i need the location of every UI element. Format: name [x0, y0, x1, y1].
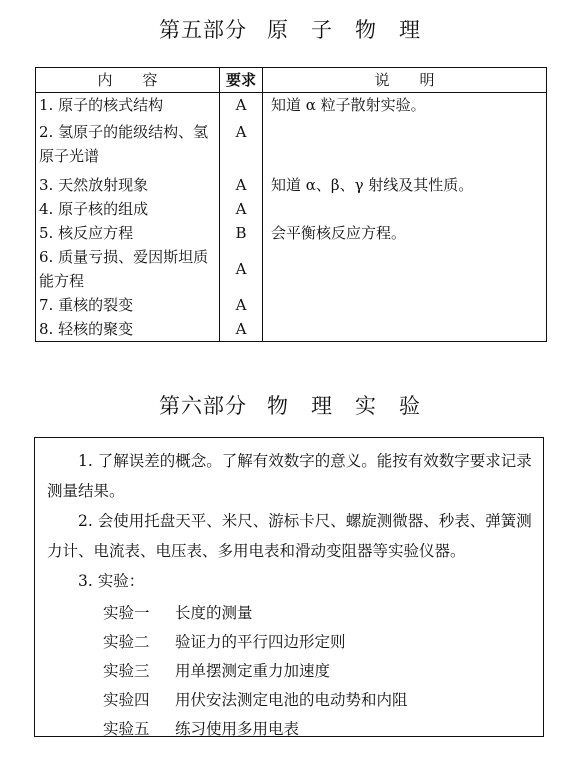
row-note [263, 245, 547, 293]
experiment-name: 练习使用多用电表 [175, 720, 300, 738]
row-note: 会平衡核反应方程。 [263, 221, 547, 245]
table-row [36, 197, 547, 221]
experiment-name: 用伏安法测定电池的电动势和内阻 [175, 691, 408, 709]
part6-title-name: 物 理 实 验 [267, 394, 421, 418]
experiment-item [103, 627, 346, 657]
table-row [36, 221, 547, 245]
row-content: 8. 轻核的聚变 [36, 317, 220, 342]
experiment-label: 实验一 [103, 604, 150, 622]
table-row [36, 93, 547, 118]
row-requirement: A [220, 245, 263, 293]
experiment-label: 实验三 [103, 662, 150, 680]
row-note [263, 317, 547, 342]
table-row [36, 293, 547, 317]
row-requirement: A [220, 317, 263, 342]
header-content: 内 容 [36, 68, 220, 93]
row-note [263, 197, 547, 221]
row-note [263, 117, 547, 171]
paragraph-instruments: 2. 会使用托盘天平、米尺、游标卡尺、螺旋测微器、秒表、弹簧测力计、电流表、电压表、多用电表和滑动变阻器等实验仪器。 [47, 512, 532, 560]
row-requirement: A [220, 197, 263, 221]
row-note: 知道 α、β、γ 射线及其性质。 [263, 171, 547, 197]
row-requirement: B [220, 221, 263, 245]
row-content: 5. 核反应方程 [36, 221, 220, 245]
experiment-item [103, 714, 299, 744]
row-content: 7. 重核的裂变 [36, 293, 220, 317]
part5-title-name: 原 子 物 理 [267, 18, 421, 42]
table-row [36, 317, 547, 342]
row-note: 知道 α 粒子散射实验。 [263, 93, 547, 118]
table-row [36, 171, 547, 197]
requirements-table [35, 67, 547, 342]
row-note [263, 293, 547, 317]
paragraph-errors: 1. 了解误差的概念。了解有效数字的意义。能按有效数字要求记录测量结果。 [47, 452, 532, 500]
experiment-label: 实验五 [103, 720, 150, 738]
part6-title-number: 第六部分 [159, 394, 247, 418]
experiment-requirements-box [34, 437, 544, 737]
experiment-name: 验证力的平行四边形定则 [175, 633, 346, 651]
experiment-label: 实验二 [103, 633, 150, 651]
row-content: 4. 原子核的组成 [36, 197, 220, 221]
row-content: 1. 原子的核式结构 [36, 93, 220, 118]
row-content: 6. 质量亏损、爱因斯坦质能方程 [36, 245, 220, 293]
experiment-item [103, 685, 408, 715]
experiment-item [103, 598, 253, 628]
header-notes: 说 明 [263, 68, 547, 93]
part5-title-number: 第五部分 [159, 18, 247, 42]
row-requirement: A [220, 293, 263, 317]
part5-title [0, 14, 580, 44]
row-content: 2. 氢原子的能级结构、氢原子光谱 [36, 117, 220, 171]
experiment-name: 用单摆测定重力加速度 [175, 662, 331, 680]
experiment-item [103, 656, 330, 686]
table-header-row [36, 68, 547, 93]
part6-title [0, 390, 580, 420]
table-row [36, 117, 547, 171]
table-row [36, 245, 547, 293]
row-content: 3. 天然放射现象 [36, 171, 220, 197]
paragraph-experiments-heading: 3. 实验： [78, 572, 145, 590]
header-requirement: 要求 [220, 68, 263, 93]
experiment-label: 实验四 [103, 691, 150, 709]
row-requirement: A [220, 171, 263, 197]
row-requirement: A [220, 93, 263, 118]
row-requirement: A [220, 117, 263, 171]
experiment-name: 长度的测量 [175, 604, 253, 622]
